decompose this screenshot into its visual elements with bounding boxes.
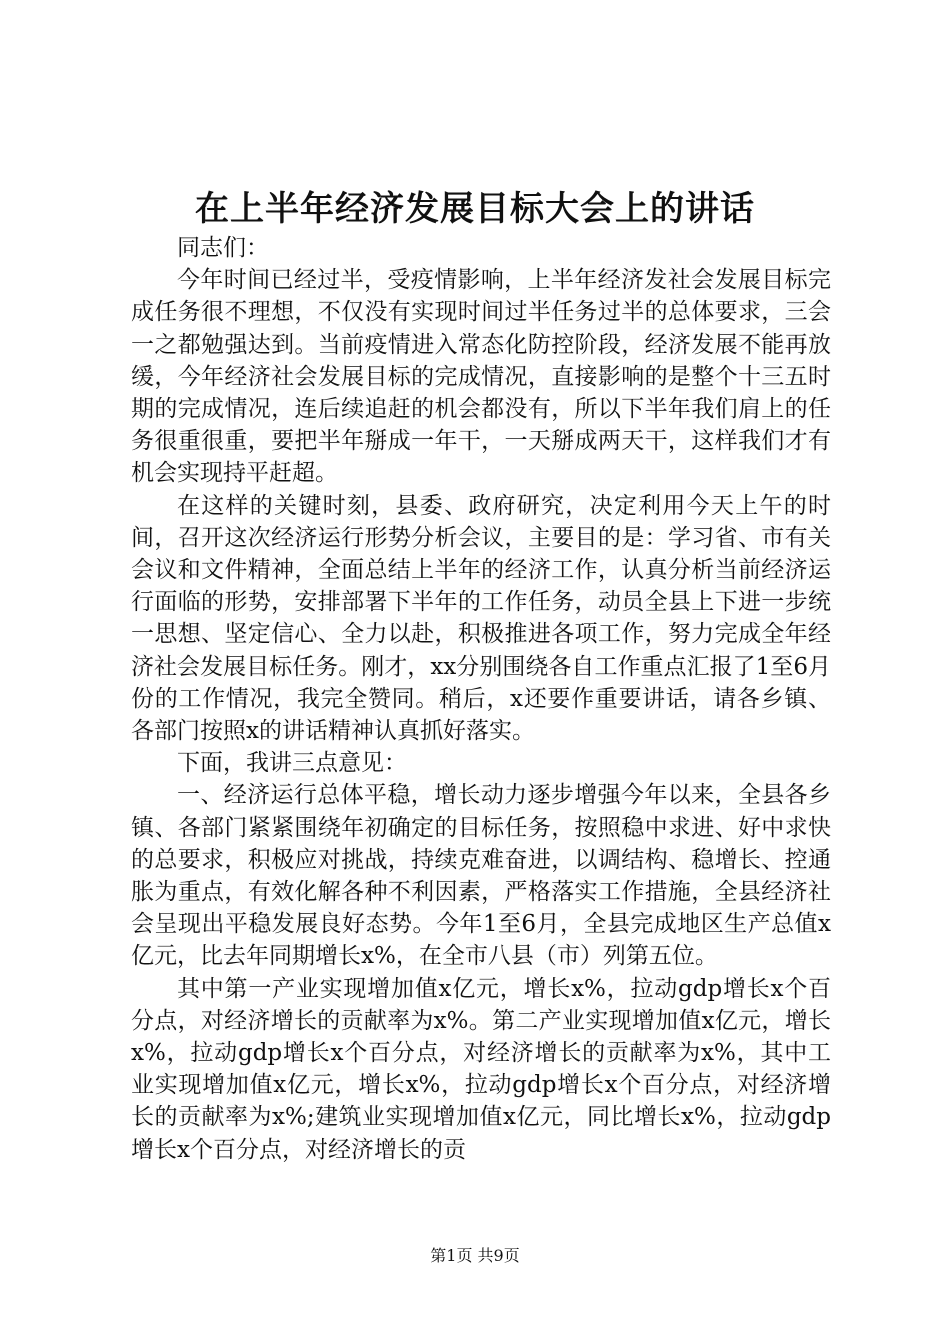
paragraph: 今年时间已经过半，受疫情影响，上半年经济发社会发展目标完成任务很不理想，不仅没有实现时间过半任务过半的总体要求，三会一之都勉强达到。当前疫情进入常态化防控阶段，经济发展不能再放缓，今年经济社会发展目标的完成情况，直接影响的是整个十三五时期的完成情况，连后续追赶的机会都没有，所以下半年我们肩上的任务很重很重，要把半年掰成一年干，一天掰成两天干，这样我们才有机会实现持平赶超。	[131, 267, 831, 487]
paragraph: 一、经济运行总体平稳，增长动力逐步增强今年以来，全县各乡镇、各部门紧紧围绕年初确定的目标任务，按照稳中求进、好中求快的总要求，积极应对挑战，持续克难奋进，以调结构、稳增长、控通胀为重点，有效化解各种不利因素，严格落实工作措施，全县经济社会呈现出平稳发展良好态势。今年1至6月，全县完成地区生产总值x亿元，比去年同期增长x%，在全市八县（市）列第五位。	[131, 782, 831, 970]
paragraph: 其中第一产业实现增加值x亿元，增长x%，拉动gdp增长x个百分点，对经济增长的贡献率为x%。第二产业实现增加值x亿元，增长x%，拉动gdp增长x个百分点，对经济增长的贡献率为x%，其中工业实现增加值x亿元，增长x%，拉动gdp增长x个百分点，对经济增长的贡献率为x%;建筑业实现增加值x亿元，同比增长x%，拉动gdp增长x个百分点，对经济增长的贡	[131, 975, 832, 1163]
paragraph: 在这样的关键时刻，县委、政府研究，决定利用今天上午的时间，召开这次经济运行形势分析会议，主要目的是：学习省、市有关会议和文件精神，全面总结上半年的经济工作，认真分析当前经济运行面临的形势，安排部署下半年的工作任务，动员全县上下进一步统一思想、坚定信心、全力以赴，积极推进各项工作，努力完成全年经济社会发展目标任务。刚才，xx分别围绕各自工作重点汇报了1至6月份的工作情况，我完全赞同。稍后，x还要作重要讲话，请各乡镇、各部门按照x的讲话精神认真抓好落实。	[131, 492, 831, 745]
page-number: 第1页 共9页	[430, 1246, 520, 1265]
salutation: 同志们：	[177, 235, 269, 261]
paragraph: 下面，我讲三点意见：	[177, 750, 407, 777]
document-title: 在上半年经济发展目标大会上的讲话	[195, 189, 755, 229]
document-body	[131, 232, 831, 1166]
